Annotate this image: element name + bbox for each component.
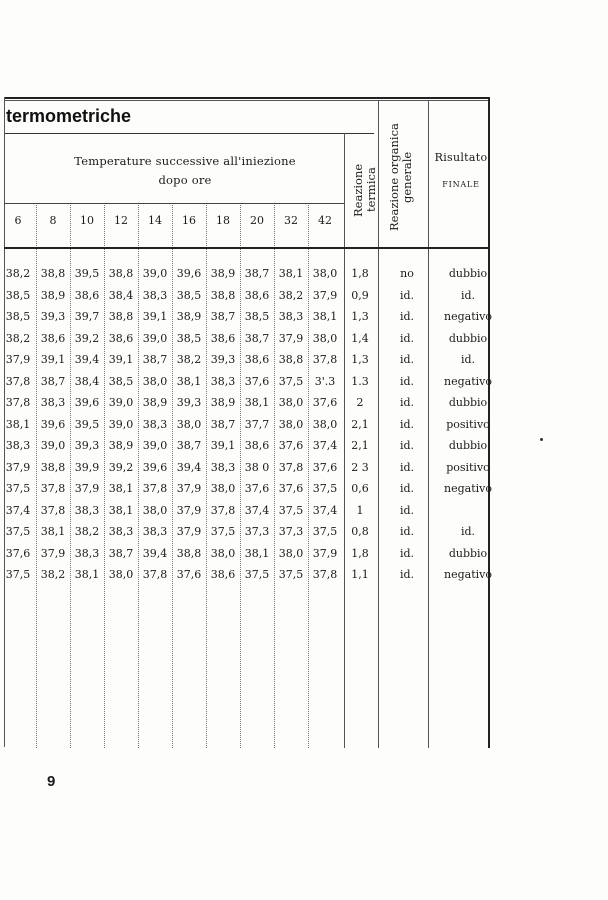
temperature-cell: 38,9 bbox=[108, 439, 134, 452]
table-row bbox=[0, 564, 500, 586]
risultato-cell: negativo bbox=[444, 310, 492, 323]
temperature-cell: 38,6 bbox=[40, 331, 66, 345]
temperature-cell: 38,3 bbox=[142, 417, 168, 431]
temperature-cell: 37,5 bbox=[278, 568, 304, 581]
temperature-cell: 37,9 bbox=[312, 288, 338, 302]
reazione-organica-cell: id. bbox=[399, 525, 415, 538]
risultato-cell: dubbio bbox=[448, 546, 488, 560]
temperature-cell: 38,2 bbox=[5, 331, 31, 345]
risultato-cell: negativo bbox=[444, 374, 492, 388]
risultato-header bbox=[430, 152, 492, 191]
temperature-cell: 37,6 bbox=[278, 439, 304, 452]
table-row bbox=[0, 457, 500, 479]
temperature-cell: 39,3 bbox=[176, 396, 202, 409]
temperature-cell: 38,5 bbox=[244, 310, 270, 323]
temperature-cell: 3'.3 bbox=[314, 374, 336, 388]
temperature-cell: 38,9 bbox=[210, 267, 236, 280]
temperature-cell: 39,4 bbox=[74, 353, 100, 366]
temperature-cell: 38,0 bbox=[108, 568, 134, 581]
risultato-cell: negativo bbox=[444, 568, 492, 581]
temperature-cell: 38,3 bbox=[142, 525, 168, 538]
temperature-cell: 38,1 bbox=[108, 482, 134, 495]
hours-top-rule bbox=[4, 203, 344, 204]
reazione-organica-cell: no bbox=[400, 267, 414, 280]
temperature-cell: 38,4 bbox=[108, 288, 134, 302]
temperature-cell: 38,1 bbox=[312, 310, 338, 323]
reazione-termica-cell: 2 3 bbox=[351, 460, 369, 474]
temperature-cell: 37,9 bbox=[5, 460, 31, 474]
reazione-termica-cell: 0,6 bbox=[351, 482, 369, 495]
reazione-organica-cell: id. bbox=[399, 396, 415, 409]
temperature-cell: 39,5 bbox=[74, 267, 100, 280]
temperature-cell: 37,8 bbox=[278, 460, 304, 474]
temperature-group-line2: dopo ore bbox=[158, 173, 212, 187]
reazione-termica-cell: 2 bbox=[356, 396, 364, 409]
temperature-cell: 39,1 bbox=[108, 353, 134, 366]
temperature-cell: 37,9 bbox=[176, 525, 202, 538]
temperature-cell: 39,0 bbox=[108, 396, 134, 409]
hour-label: 12 bbox=[114, 214, 128, 227]
risultato-cell bbox=[436, 500, 500, 522]
temperature-cell: 38,6 bbox=[210, 331, 236, 345]
temperature-cell: 38,3 bbox=[5, 439, 31, 452]
temperature-cell: 38,3 bbox=[74, 546, 100, 560]
temperature-cell: 39,3 bbox=[40, 310, 66, 323]
hours-header-row bbox=[0, 214, 340, 230]
table-row bbox=[0, 328, 500, 350]
data-table bbox=[0, 263, 500, 586]
temperature-cell: 38,0 bbox=[278, 396, 304, 409]
temperature-cell: 38,9 bbox=[210, 396, 236, 409]
table-row bbox=[0, 306, 500, 328]
temperature-cell: 37,8 bbox=[312, 353, 338, 366]
hour-label: 10 bbox=[80, 214, 94, 227]
temperature-cell: 38,1 bbox=[244, 396, 270, 409]
temperature-cell: 38,3 bbox=[74, 503, 100, 517]
reazione-termica-cell: 1,8 bbox=[351, 546, 369, 560]
temperature-group-line1: Temperature successive all'iniezione bbox=[74, 154, 296, 168]
temperature-cell: 38,8 bbox=[40, 460, 66, 474]
table-row bbox=[0, 371, 500, 393]
temperature-cell: 37,9 bbox=[40, 546, 66, 560]
temperature-cell: 38,2 bbox=[278, 288, 304, 302]
reazione-termica-cell: 1 bbox=[356, 503, 364, 517]
risultato-cell: id. bbox=[460, 353, 476, 366]
temperature-cell: 39,7 bbox=[74, 310, 100, 323]
temperature-cell: 39,0 bbox=[142, 331, 168, 345]
temperature-cell: 38,7 bbox=[244, 267, 270, 280]
temperature-cell: 37,5 bbox=[5, 525, 31, 538]
temperature-cell: 38,6 bbox=[244, 288, 270, 302]
temperature-cell: 37,6 bbox=[312, 460, 338, 474]
temperature-cell: 38,4 bbox=[74, 374, 100, 388]
temperature-cell: 37,4 bbox=[5, 503, 31, 517]
temperature-cell: 37,5 bbox=[278, 503, 304, 517]
temperature-cell: 37,9 bbox=[74, 482, 100, 495]
title-bottom-rule bbox=[4, 133, 374, 134]
temperature-cell: 38,5 bbox=[176, 288, 202, 302]
reazione-termica-cell: 2,1 bbox=[351, 417, 369, 431]
temperature-cell: 38,5 bbox=[5, 288, 31, 302]
temperature-cell: 38,1 bbox=[278, 267, 304, 280]
temperature-cell: 37,5 bbox=[244, 568, 270, 581]
temperature-cell: 37,6 bbox=[278, 482, 304, 495]
page-number: 9 bbox=[47, 773, 56, 790]
finale-label: FINALE bbox=[442, 180, 480, 189]
temperature-cell: 38,5 bbox=[108, 374, 134, 388]
temperature-cell: 37,8 bbox=[5, 396, 31, 409]
temperature-cell: 39,0 bbox=[40, 439, 66, 452]
risultato-cell: dubbio bbox=[448, 331, 488, 345]
reazione-termica-cell: 0,8 bbox=[351, 525, 369, 538]
temperature-cell: 38,8 bbox=[40, 267, 66, 280]
reazione-termica-cell: 1,3 bbox=[351, 353, 369, 366]
temperature-cell: 38,0 bbox=[278, 417, 304, 431]
temperature-cell: 38,1 bbox=[5, 417, 31, 431]
temperature-cell: 38,7 bbox=[244, 331, 270, 345]
reazione-organica-cell: id. bbox=[399, 439, 415, 452]
temperature-cell: 37,9 bbox=[176, 482, 202, 495]
temperature-cell: 37,6 bbox=[5, 546, 31, 560]
table-row bbox=[0, 263, 500, 285]
temperature-cell: 37,8 bbox=[142, 482, 168, 495]
reazione-organica-cell: id. bbox=[399, 353, 415, 366]
hour-label: 14 bbox=[148, 214, 162, 227]
temperature-cell: 38 0 bbox=[244, 460, 270, 474]
temperature-cell: 38,6 bbox=[108, 331, 134, 345]
reazione-organica-cell: id. bbox=[399, 331, 415, 345]
temperature-cell: 38,8 bbox=[278, 353, 304, 366]
temperature-cell: 37,7 bbox=[244, 417, 270, 431]
temperature-cell: 38,0 bbox=[176, 417, 202, 431]
temperature-cell: 37,5 bbox=[312, 525, 338, 538]
temperature-cell: 38,7 bbox=[142, 353, 168, 366]
reazione-organica-line2: generale bbox=[400, 151, 414, 203]
temperature-cell: 38,0 bbox=[312, 331, 338, 345]
reazione-termica-header: Reazione termica bbox=[351, 163, 378, 217]
table-row bbox=[0, 521, 500, 543]
temperature-cell: 38,3 bbox=[40, 396, 66, 409]
temperature-cell: 39,5 bbox=[74, 417, 100, 431]
risultato-cell: id. bbox=[460, 288, 476, 302]
temperature-cell: 39,9 bbox=[74, 460, 100, 474]
temperature-cell: 37,5 bbox=[5, 568, 31, 581]
temperature-cell: 39,2 bbox=[74, 331, 100, 345]
top-rule bbox=[4, 97, 488, 99]
temperature-cell: 38,3 bbox=[142, 288, 168, 302]
top-rule-thin bbox=[4, 100, 488, 101]
reazione-termica-cell: 1,4 bbox=[351, 331, 369, 345]
temperature-cell: 38,1 bbox=[74, 568, 100, 581]
temperature-cell: 38,0 bbox=[312, 267, 338, 280]
temperature-cell: 39,0 bbox=[142, 439, 168, 452]
temperature-cell: 37,4 bbox=[312, 503, 338, 517]
risultato-label: Risultato bbox=[434, 151, 488, 164]
temperature-cell: 38,0 bbox=[312, 417, 338, 431]
table-row bbox=[0, 500, 500, 522]
temperature-cell: 39,4 bbox=[142, 546, 168, 560]
hour-label: 18 bbox=[216, 214, 230, 227]
temperature-cell: 37,8 bbox=[312, 568, 338, 581]
risultato-cell: dubbio bbox=[448, 396, 488, 409]
reazione-organica-cell: id. bbox=[399, 546, 415, 560]
temperature-cell: 38,0 bbox=[210, 546, 236, 560]
temperature-cell: 37,9 bbox=[176, 503, 202, 517]
temperature-cell: 37,8 bbox=[40, 503, 66, 517]
hour-label: 32 bbox=[284, 214, 298, 227]
temperature-cell: 38,5 bbox=[5, 310, 31, 323]
temperature-cell: 39,1 bbox=[210, 439, 236, 452]
temperature-cell: 38,3 bbox=[210, 460, 236, 474]
table-row bbox=[0, 392, 500, 414]
temperature-cell: 38,6 bbox=[210, 568, 236, 581]
temperature-cell: 37,5 bbox=[210, 525, 236, 538]
temperature-cell: 38,0 bbox=[278, 546, 304, 560]
hour-label: 16 bbox=[182, 214, 196, 227]
temperature-cell: 37,8 bbox=[142, 568, 168, 581]
temperature-cell: 38,9 bbox=[40, 288, 66, 302]
table-row bbox=[0, 349, 500, 371]
hour-label: 6 bbox=[14, 214, 22, 227]
reazione-organica-cell: id. bbox=[399, 288, 415, 302]
table-row bbox=[0, 478, 500, 500]
table-title: termometriche bbox=[6, 106, 132, 126]
temperature-cell: 38,5 bbox=[176, 331, 202, 345]
risultato-cell: negativo bbox=[444, 482, 492, 495]
scan-speck bbox=[540, 438, 543, 441]
temperature-cell: 39,3 bbox=[74, 439, 100, 452]
temperature-cell: 37,4 bbox=[312, 439, 338, 452]
temperature-cell: 37,3 bbox=[244, 525, 270, 538]
temperature-cell: 38,8 bbox=[108, 267, 134, 280]
reazione-organica-line1: Reazione organica bbox=[387, 123, 401, 231]
reazione-organica-cell: id. bbox=[399, 374, 415, 388]
temperature-cell: 37,6 bbox=[244, 374, 270, 388]
temperature-cell: 38,7 bbox=[176, 439, 202, 452]
temperature-cell: 38,8 bbox=[210, 288, 236, 302]
temperature-cell: 38,7 bbox=[40, 374, 66, 388]
temperature-cell: 37,8 bbox=[5, 374, 31, 388]
temperature-cell: 39,6 bbox=[142, 460, 168, 474]
temperature-cell: 37,8 bbox=[40, 482, 66, 495]
reazione-organica-cell: id. bbox=[399, 482, 415, 495]
temperature-cell: 39,1 bbox=[40, 353, 66, 366]
temperature-cell: 39,3 bbox=[210, 353, 236, 366]
temperature-cell: 37,9 bbox=[5, 353, 31, 366]
temperature-cell: 38,0 bbox=[210, 482, 236, 495]
temperature-cell: 38,1 bbox=[40, 525, 66, 538]
temperature-cell: 38,0 bbox=[142, 503, 168, 517]
reazione-organica-cell: id. bbox=[399, 460, 415, 474]
temperature-cell: 37,4 bbox=[244, 503, 270, 517]
temperature-cell: 38,9 bbox=[176, 310, 202, 323]
reazione-termica-cell: 0,9 bbox=[351, 288, 369, 302]
hour-label: 42 bbox=[318, 214, 332, 227]
temperature-cell: 39,6 bbox=[40, 417, 66, 431]
reazione-termica-cell: 1,8 bbox=[351, 267, 369, 280]
temperature-cell: 39,4 bbox=[176, 460, 202, 474]
reazione-termica-cell: 1,3 bbox=[351, 310, 369, 323]
temperature-cell: 38,6 bbox=[244, 353, 270, 366]
temperature-cell: 39,2 bbox=[108, 460, 134, 474]
temperature-group-header bbox=[50, 152, 320, 190]
risultato-cell: dubbio bbox=[448, 267, 488, 280]
hour-label: 8 bbox=[49, 214, 57, 227]
temperature-cell: 39,1 bbox=[142, 310, 168, 323]
reazione-organica-cell: id. bbox=[399, 503, 415, 517]
temperature-cell: 39,0 bbox=[108, 417, 134, 431]
header-bottom-rule bbox=[4, 247, 488, 249]
temperature-cell: 37,5 bbox=[5, 482, 31, 495]
temperature-cell: 37,5 bbox=[278, 374, 304, 388]
temperature-cell: 38,9 bbox=[142, 396, 168, 409]
temperature-cell: 38,3 bbox=[108, 525, 134, 538]
temperature-cell: 38,8 bbox=[108, 310, 134, 323]
reazione-termica-cell: 1,1 bbox=[351, 568, 369, 581]
temperature-cell: 37,6 bbox=[244, 482, 270, 495]
risultato-cell: dubbio bbox=[448, 439, 488, 452]
temperature-cell: 38,3 bbox=[210, 374, 236, 388]
table-row bbox=[0, 543, 500, 565]
risultato-cell: positivo bbox=[446, 417, 490, 431]
temperature-cell: 38,6 bbox=[244, 439, 270, 452]
reazione-organica-cell: id. bbox=[399, 568, 415, 581]
temperature-cell: 38,8 bbox=[176, 546, 202, 560]
temperature-cell: 38,7 bbox=[108, 546, 134, 560]
table-row bbox=[0, 285, 500, 307]
temperature-cell: 37,5 bbox=[312, 482, 338, 495]
temperature-cell: 38,1 bbox=[108, 503, 134, 517]
temperature-cell: 38,2 bbox=[5, 267, 31, 280]
temperature-cell: 37,6 bbox=[312, 396, 338, 409]
temperature-cell: 38,1 bbox=[176, 374, 202, 388]
temperature-cell: 38,3 bbox=[278, 310, 304, 323]
table-row bbox=[0, 435, 500, 457]
reazione-organica-cell: id. bbox=[399, 417, 415, 431]
temperature-cell: 38,7 bbox=[210, 310, 236, 323]
table-row bbox=[0, 414, 500, 436]
temperature-cell: 39,0 bbox=[142, 267, 168, 280]
reazione-organica-cell: id. bbox=[399, 310, 415, 323]
temperature-cell: 37,9 bbox=[312, 546, 338, 560]
temperature-cell: 38,0 bbox=[142, 374, 168, 388]
temperature-cell: 38,7 bbox=[210, 417, 236, 431]
hour-label: 20 bbox=[250, 214, 264, 227]
risultato-cell: positivo bbox=[446, 460, 490, 474]
reazione-termica-cell: 1.3 bbox=[351, 374, 369, 388]
temperature-cell: 37,9 bbox=[278, 331, 304, 345]
temperature-cell: 37,8 bbox=[210, 503, 236, 517]
temperature-cell: 39,6 bbox=[176, 267, 202, 280]
temperature-cell: 38,2 bbox=[40, 568, 66, 581]
reazione-organica-header bbox=[388, 112, 416, 242]
temperature-cell: 38,2 bbox=[74, 525, 100, 538]
temperature-cell: 39,6 bbox=[74, 396, 100, 409]
temperature-cell: 38,2 bbox=[176, 353, 202, 366]
temperature-cell: 37,3 bbox=[278, 525, 304, 538]
temperature-cell: 37,6 bbox=[176, 568, 202, 581]
temperature-cell: 38,1 bbox=[244, 546, 270, 560]
risultato-cell: id. bbox=[460, 525, 476, 538]
temperature-cell: 38,6 bbox=[74, 288, 100, 302]
reazione-termica-cell: 2,1 bbox=[351, 439, 369, 452]
